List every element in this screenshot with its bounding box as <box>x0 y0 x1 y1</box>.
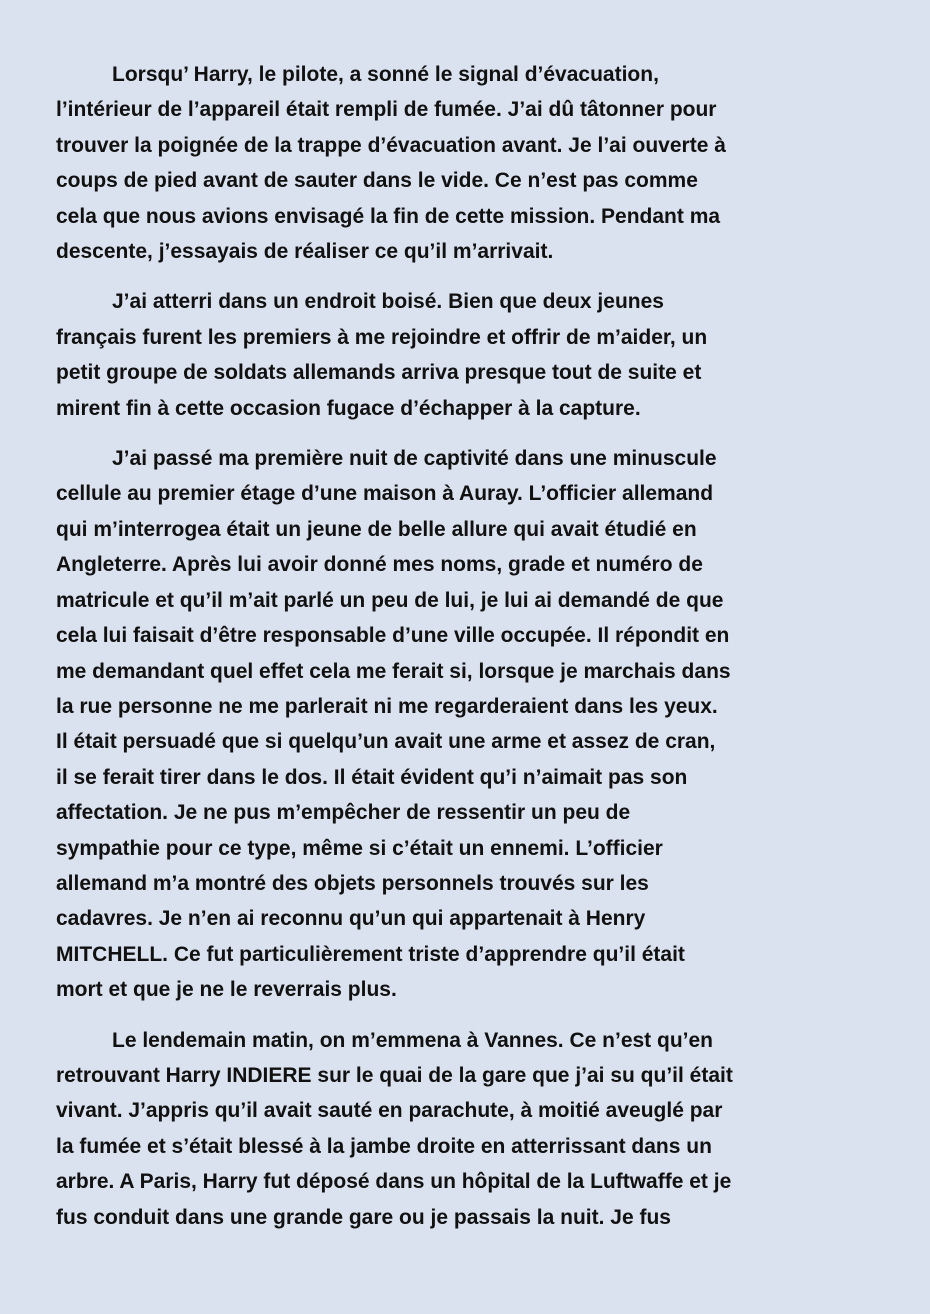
text-line: Lorsqu’ Harry, le pilote, a sonné le signal d’évacuation, <box>112 63 659 86</box>
text-line: cellule au premier étage d’une maison à Auray. L’officier allemand <box>56 482 714 506</box>
text-line: mirent fin à cette occasion fugace d’échapper à la capture. <box>56 396 641 420</box>
text-line: cela lui faisait d’être responsable d’une ville occupée. Il répondit en <box>56 624 730 648</box>
text-line: fus conduit dans une grande gare ou je passais la nuit. Je fus <box>56 1205 671 1229</box>
text-line: cela que nous avions envisagé la fin de cette mission. Pendant ma <box>56 204 721 228</box>
text-line: mort et que je ne le reverrais plus. <box>56 978 397 1002</box>
text-line: Le lendemain matin, on m’emmena à Vannes. Ce n’est qu’en <box>112 1028 714 1052</box>
text-line: l’intérieur de l’appareil était rempli de fumée. J’ai dû tâtonner pour <box>56 98 717 122</box>
text-line: coups de pied avant de sauter dans le vide. Ce n’est pas comme <box>56 169 698 193</box>
text-line: la fumée et s’était blessé à la jambe droite en atterrissant dans un <box>56 1134 712 1158</box>
text-line: descente, j’essayais de réaliser ce qu’il m’arrivait. <box>56 240 554 264</box>
text-line: MITCHELL. Ce fut particulièrement triste d’apprendre qu’il était <box>56 942 685 966</box>
paragraph-vannes <box>0 1023 930 1235</box>
text-line: français furent les premiers à me rejoindre et offrir de m’aider, un <box>56 325 708 349</box>
text-line: petit groupe de soldats allemands arriva presque tout de suite et <box>56 361 702 385</box>
text-line: me demandant quel effet cela me ferait si, lorsque je marchais dans <box>56 659 731 683</box>
text-line: Il était persuadé que si quelqu’un avait une arme et assez de cran, <box>56 730 716 754</box>
text-line: Angleterre. Après lui avoir donné mes noms, grade et numéro de <box>56 553 703 577</box>
text-line: matricule et qu’il m’ait parlé un peu de lui, je lui ai demandé de que <box>56 588 724 612</box>
text-line: trouver la poignée de la trappe d’évacuation avant. Je l’ai ouverte à <box>56 133 726 157</box>
text-line: affectation. Je ne pus m’empêcher de ressentir un peu de <box>56 801 631 825</box>
text-line: retrouvant Harry INDIERE sur le quai de la gare que j’ai su qu’il était <box>56 1063 733 1087</box>
text-line: il se ferait tirer dans le dos. Il était évident qu’i n’aimait pas son <box>56 765 688 789</box>
text-line: la rue personne ne me parlerait ni me regarderaient dans les yeux. <box>56 694 718 718</box>
text-line: qui m’interrogea était un jeune de belle allure qui avait étudié en <box>56 517 697 541</box>
paragraph-landing <box>0 284 930 426</box>
paragraph-captivity <box>0 441 930 1008</box>
text-line: allemand m’a montré des objets personnels trouvés sur les <box>56 871 649 895</box>
text-line: J’ai passé ma première nuit de captivité dans une minuscule <box>112 447 717 471</box>
text-line: sympathie pour ce type, même si c’était un ennemi. L’officier <box>56 836 663 860</box>
text-line: arbre. A Paris, Harry fut déposé dans un hôpital de la Luftwaffe et je <box>56 1170 732 1194</box>
text-line: vivant. J’appris qu’il avait sauté en parachute, à moitié aveuglé par <box>56 1099 723 1123</box>
text-line: J’ai atterri dans un endroit boisé. Bien que deux jeunes <box>112 290 664 314</box>
text-line: cadavres. Je n’en ai reconnu qu’un qui appartenait à Henry <box>56 907 646 931</box>
paragraph-evacuation <box>0 57 930 269</box>
